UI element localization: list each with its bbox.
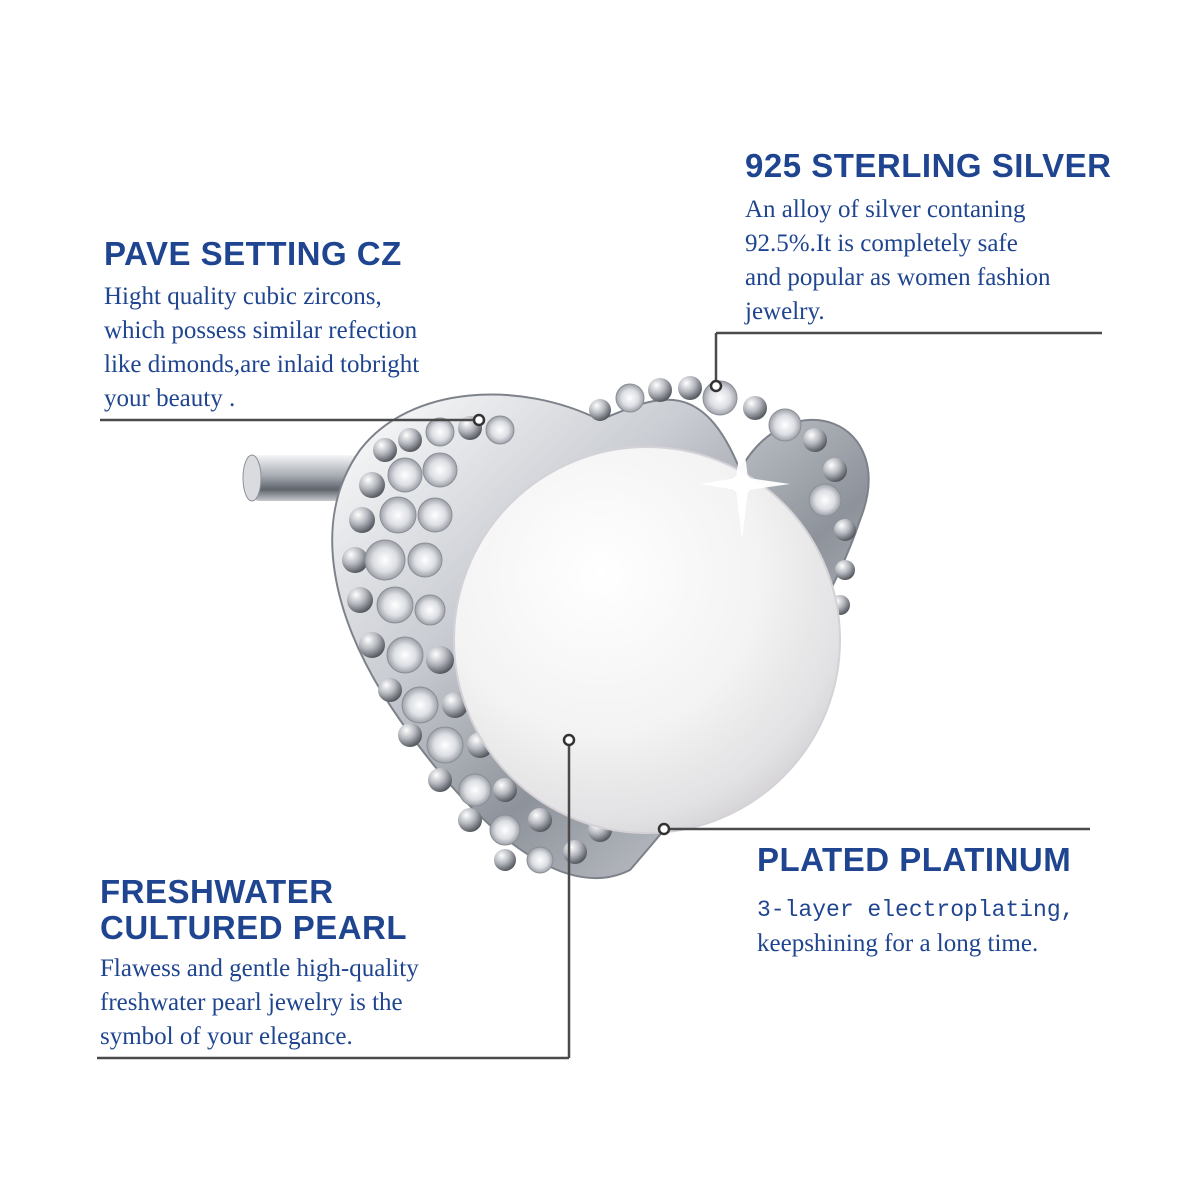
plated-platinum-description xyxy=(757,893,1074,961)
pave-setting-heading: PAVE SETTING CZ xyxy=(104,235,402,272)
pave-setting-line: like dimonds,are inlaid tobright xyxy=(104,351,420,378)
sterling-silver-heading: 925 STERLING SILVER xyxy=(745,147,1112,184)
freshwater-pearl-line: freshwater pearl jewelry is the xyxy=(100,989,403,1016)
plated-platinum-heading: PLATED PLATINUM xyxy=(757,841,1072,878)
sterling-silver-line: and popular as women fashion xyxy=(745,264,1051,291)
freshwater-pearl-heading xyxy=(100,874,407,946)
sterling-silver-line: An alloy of silver contaning xyxy=(745,196,1026,223)
pave-setting-description xyxy=(104,280,419,416)
sterling-silver-line: jewelry. xyxy=(745,298,825,325)
pave-setting-line: which possess similar refection xyxy=(104,317,418,344)
pave-setting-line: Hight quality cubic zircons, xyxy=(104,283,382,310)
freshwater-pearl-description xyxy=(100,952,419,1054)
pave-setting-line: your beauty . xyxy=(104,385,236,412)
freshwater-pearl-heading-line: FRESHWATER xyxy=(100,873,334,910)
plated-platinum-line: keepshining for a long time. xyxy=(757,930,1039,957)
sterling-silver-description xyxy=(745,193,1050,329)
plated-platinum-line: 3-layer electroplating, xyxy=(757,897,1075,923)
sterling-silver-line: 92.5%.It is completely safe xyxy=(745,230,1018,257)
freshwater-pearl-line: Flawess and gentle high-quality xyxy=(100,955,419,982)
freshwater-pearl-line: symbol of your elegance. xyxy=(100,1023,353,1050)
freshwater-pearl-heading-line: CULTURED PEARL xyxy=(100,909,408,946)
